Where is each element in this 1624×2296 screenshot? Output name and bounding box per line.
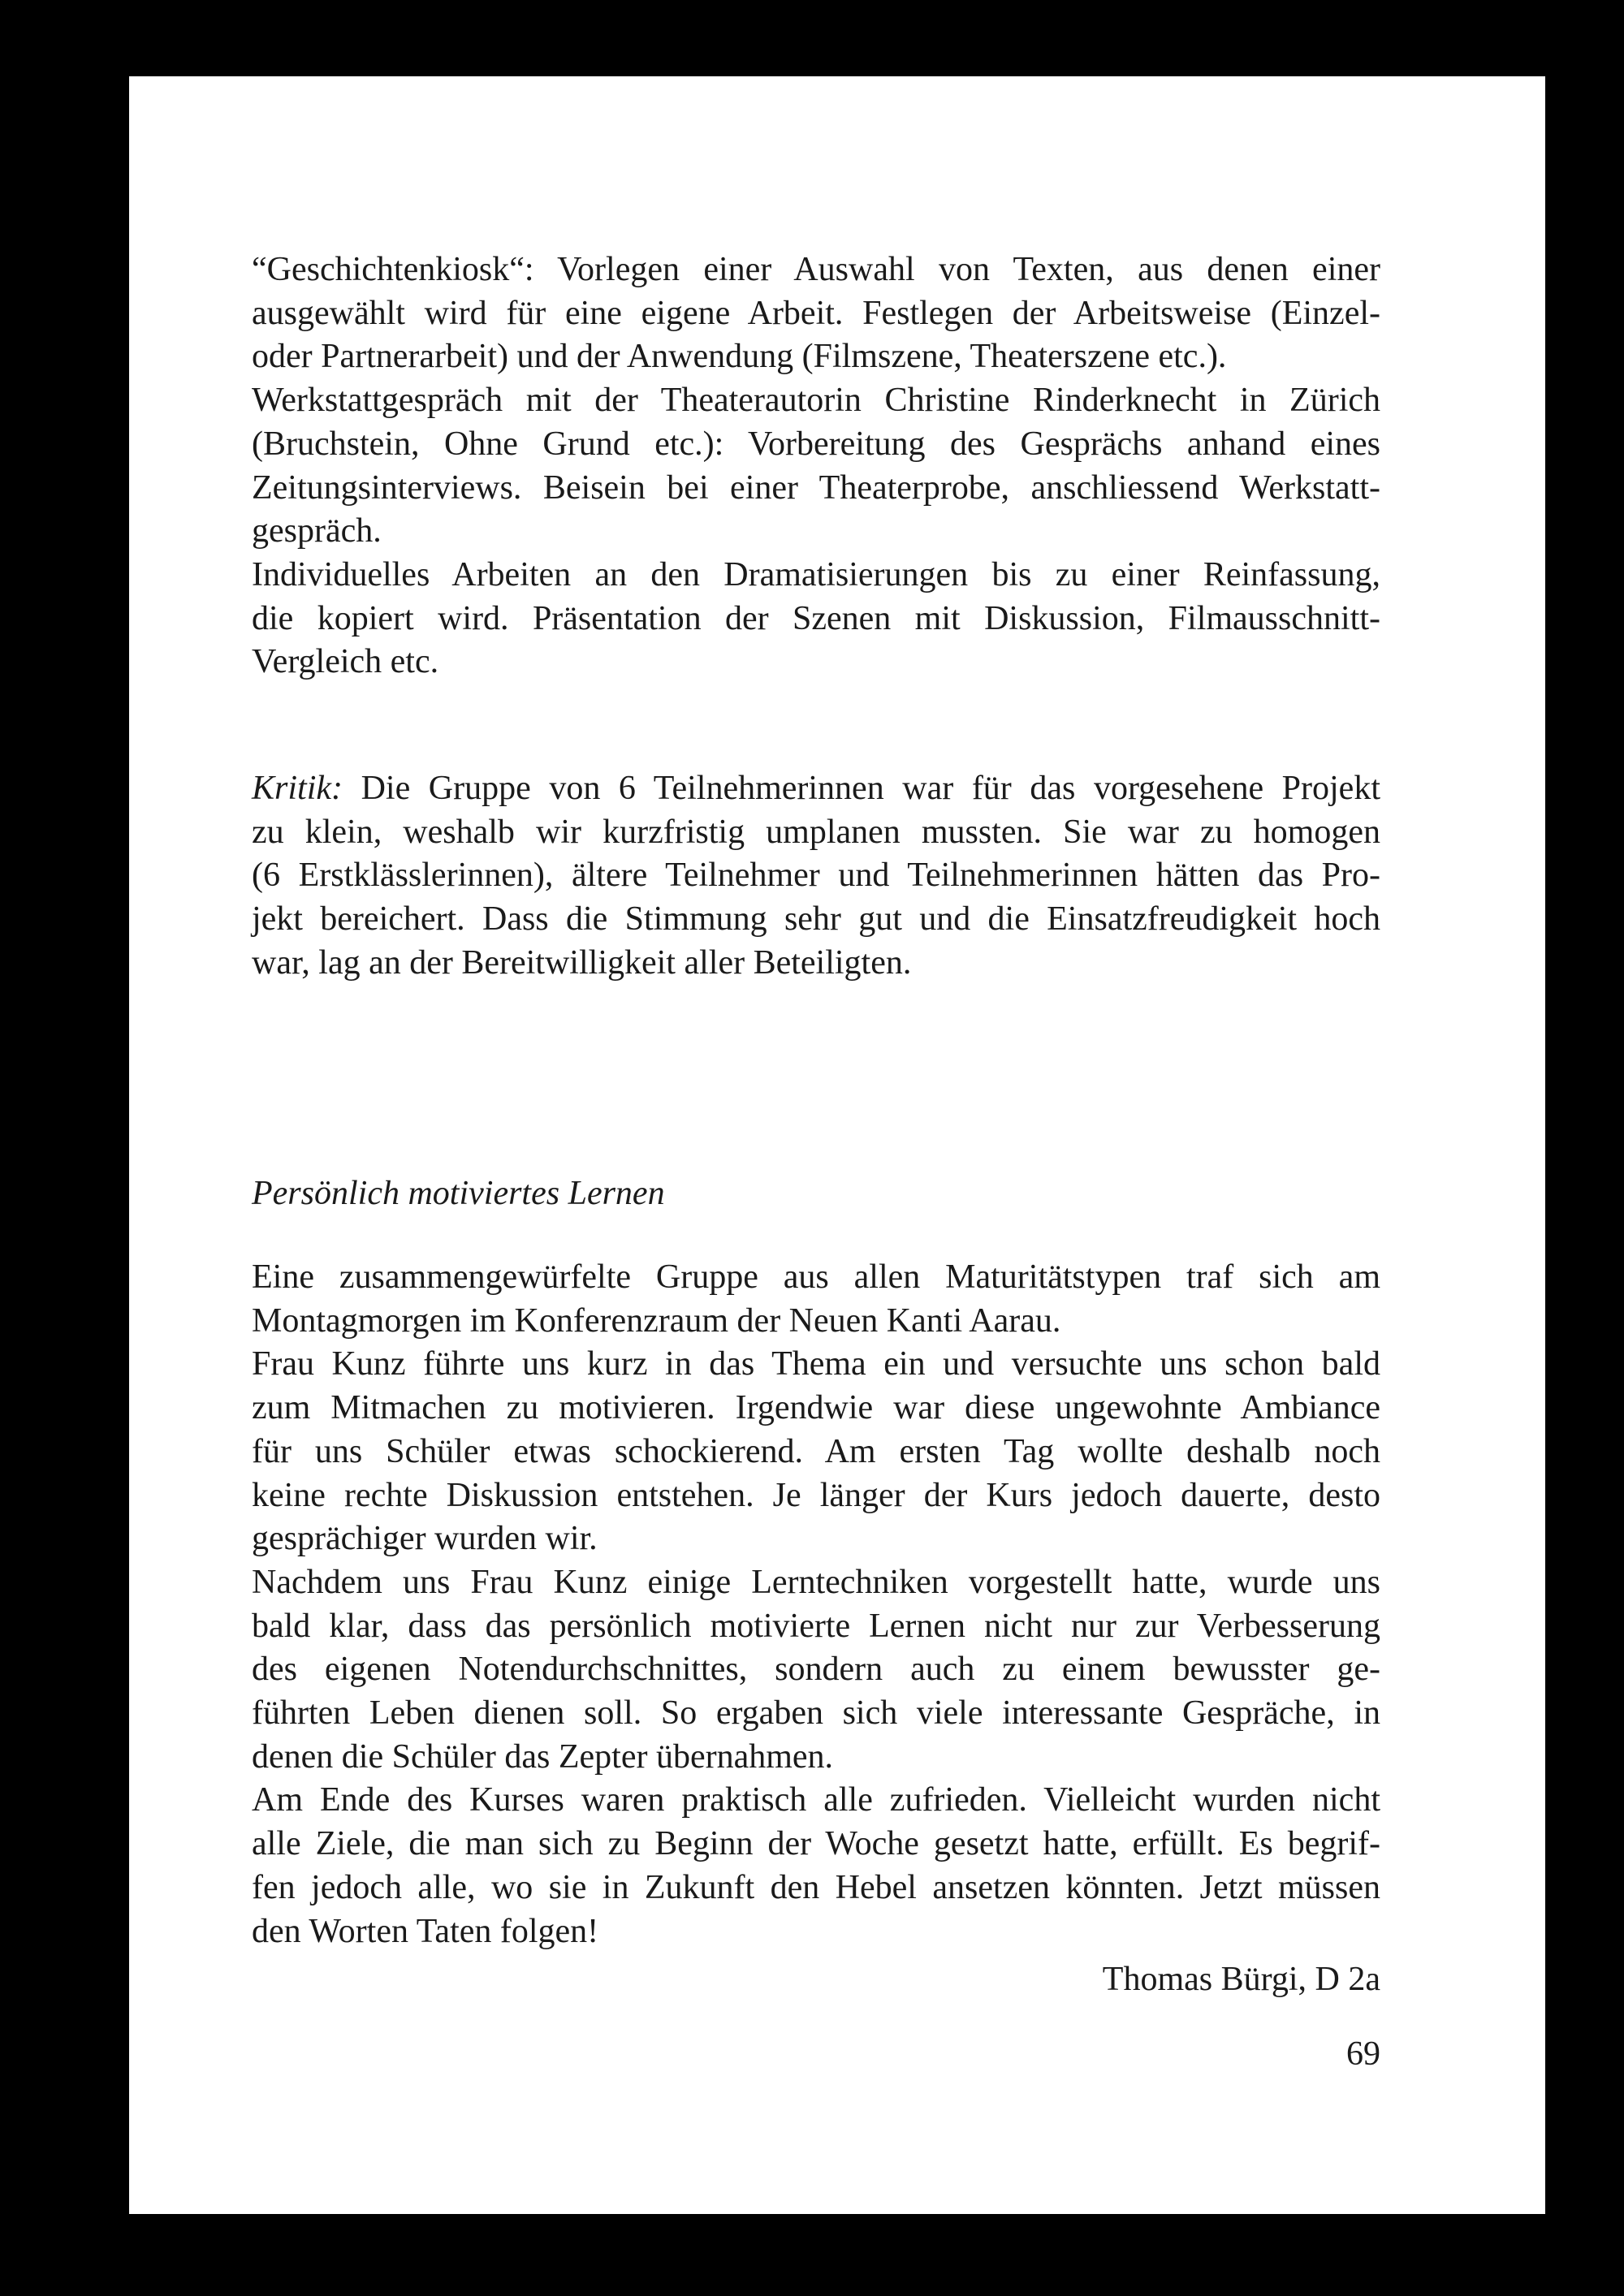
text-line: (Bruchstein, Ohne Grund etc.): Vorbereitung des Gesprächs anhand eines <box>252 425 1380 463</box>
text-line: des eigenen Notendurchschnittes, sondern auch zu einem bewusster ge- <box>252 1651 1380 1689</box>
text-line: (6 Erstklässlerinnen), ältere Teilnehmer und Teilnehmerinnen hätten das Pro- <box>252 857 1380 895</box>
text-line: Montagmorgen im Konferenzraum der Neuen Kanti Aarau. <box>252 1301 1061 1340</box>
text-line: keine rechte Diskussion entstehen. Je länger der Kurs jedoch dauerte, desto <box>252 1476 1380 1514</box>
text-line: Am Ende des Kurses waren praktisch alle zufrieden. Vielleicht wurden nicht <box>252 1781 1380 1819</box>
text-line: war, lag an der Bereitwilligkeit aller Beteiligten. <box>252 943 912 982</box>
text-line: denen die Schüler das Zepter übernahmen. <box>252 1737 834 1776</box>
text-line: die kopiert wird. Präsentation der Szenen mit Diskussion, Filmausschnitt- <box>252 599 1380 637</box>
text-line: Vergleich etc. <box>252 643 439 681</box>
text-line: Individuelles Arbeiten an den Dramatisierungen bis zu einer Reinfassung, <box>252 555 1380 593</box>
text-line: gesprächiger wurden wir. <box>252 1520 598 1558</box>
text-line: gespräch. <box>252 512 382 550</box>
text-line: ausgewählt wird für eine eigene Arbeit. Festlegen der Arbeitsweise (Einzel- <box>252 294 1380 332</box>
text-line: für uns Schüler etwas schockierend. Am ersten Tag wollte deshalb noch <box>252 1432 1380 1470</box>
text-line <box>252 767 1380 811</box>
kritik-label: Kritik: <box>252 770 343 807</box>
page-number: 69 <box>1346 2035 1380 2073</box>
text-line: den Worten Taten folgen! <box>252 1912 599 1950</box>
text-line: Frau Kunz führte uns kurz in das Thema ein und versuchte uns schon bald <box>252 1345 1380 1383</box>
text-line: “Geschichtenkiosk“: Vorlegen einer Auswahl von Texten, aus denen einer <box>252 251 1380 288</box>
section-heading: Persönlich motiviertes Lernen <box>252 1175 665 1212</box>
text-line: fen jedoch alle, wo sie in Zukunft den Hebel ansetzen könnten. Jetzt müssen <box>252 1868 1380 1906</box>
text-line: bald klar, dass das persönlich motivierte Lernen nicht nur zur Verbesserung <box>252 1607 1380 1645</box>
text-line: Werkstattgespräch mit der Theaterautorin Christine Rinderknecht in Zürich <box>252 382 1380 420</box>
kritik-text: Die Gruppe von 6 Teilnehmerinnen war für das vorgesehene Projekt <box>343 770 1380 807</box>
text-line: zum Mitmachen zu motivieren. Irgendwie war diese ungewohnte Ambiance <box>252 1389 1380 1427</box>
document-page <box>129 76 1545 2214</box>
text-line: führten Leben dienen soll. So ergaben sich viele interessante Gespräche, in <box>252 1694 1380 1733</box>
text-line: Eine zusammengewürfelte Gruppe aus allen Maturitätstypen traf sich am <box>252 1258 1380 1296</box>
text-line: zu klein, weshalb wir kurzfristig umplanen mussten. Sie war zu homogen <box>252 813 1380 851</box>
text-line: oder Partnerarbeit) und der Anwendung (Filmszene, Theaterszene etc.). <box>252 338 1227 376</box>
paragraph-project-description <box>252 248 1380 684</box>
paragraph-report <box>252 1256 1380 1953</box>
paragraph-kritik <box>252 767 1380 986</box>
text-line: alle Ziele, die man sich zu Beginn der Woche gesetzt hatte, erfüllt. Es begrif- <box>252 1825 1380 1863</box>
text-line: jekt bereichert. Dass die Stimmung sehr gut und die Einsatzfreudigkeit hoch <box>252 900 1380 939</box>
text-line: Nachdem uns Frau Kunz einige Lerntechniken vorgestellt hatte, wurde uns <box>252 1563 1380 1601</box>
text-line: Zeitungsinterviews. Beisein bei einer Theaterprobe, anschliessend Werkstatt- <box>252 468 1380 507</box>
author-signature: Thomas Bürgi, D 2a <box>1102 1961 1380 1998</box>
